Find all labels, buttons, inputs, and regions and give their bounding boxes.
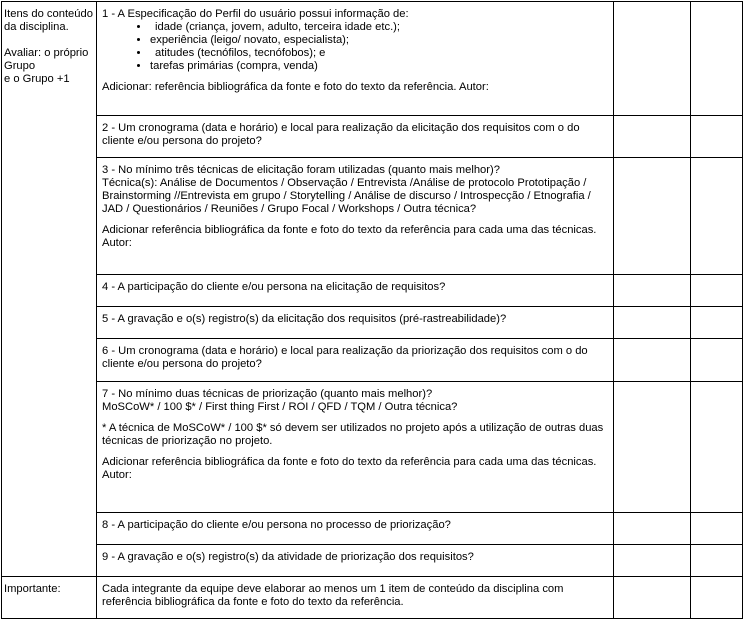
- score-cell[interactable]: [691, 116, 743, 158]
- item-3-question: 3 - No mínimo três técnicas de elicitação foram utilizadas (quanto mais melhor)?: [102, 164, 500, 176]
- score-cell[interactable]: [614, 545, 691, 577]
- item-3-techniques: Técnica(s): Análise de Documentos / Observação / Entrevista /Análise de protocolo Prototipação / Brainstorming //Entrevista em grupo / Storytelling / Análise de discurso / Introspecção / Etnografia / JAD / Questionários / Reuniões / Grupo Focal / Workshops / Outra técnica?: [102, 177, 591, 215]
- table-row: [2, 577, 743, 619]
- item-7-note: * A técnica de MoSCoW* / 100 $* só devem ser utilizados no projeto após a utilização de outras duas técnicas de priorização no projeto.: [102, 422, 604, 447]
- score-cell[interactable]: [691, 577, 743, 619]
- score-cell[interactable]: [614, 577, 691, 619]
- item-5-cell: [97, 307, 614, 339]
- list-item: • experiência (leigo/ novato, especialista);: [150, 34, 607, 47]
- item-9-cell: [97, 545, 614, 577]
- items-label-cell: [2, 2, 97, 577]
- score-cell[interactable]: [614, 116, 691, 158]
- score-cell[interactable]: [614, 307, 691, 339]
- important-label-cell: [2, 577, 97, 619]
- score-cell[interactable]: [614, 382, 691, 513]
- table-row: [2, 545, 743, 577]
- item-8-text: 8 - A participação do cliente e/ou persona no processo de priorização?: [102, 519, 451, 531]
- item-1-bullet-list: [102, 21, 607, 73]
- item-1-cell: [97, 2, 614, 116]
- item-4-text: 4 - A participação do cliente e/ou persona na elicitação de requisitos?: [102, 281, 446, 293]
- items-heading: Itens do conteúdo da disciplina.: [4, 8, 93, 33]
- score-cell[interactable]: [691, 2, 743, 116]
- item-1-title: 1 - A Especificação do Perfil do usuário possui informação de:: [102, 8, 409, 20]
- score-cell[interactable]: [614, 513, 691, 545]
- table-row: [2, 339, 743, 382]
- item-8-cell: [97, 513, 614, 545]
- item-3-reference-note: Adicionar referência bibliográfica da fonte e foto do texto da referência para cada uma das técnicas. Autor:: [102, 224, 597, 249]
- score-cell[interactable]: [614, 2, 691, 116]
- table-row: [2, 2, 743, 116]
- item-3-cell: [97, 158, 614, 275]
- table-row: [2, 275, 743, 307]
- item-7-question: 7 - No mínimo duas técnicas de priorização (quanto mais melhor)?: [102, 388, 433, 400]
- table-row: [2, 513, 743, 545]
- score-cell[interactable]: [614, 275, 691, 307]
- item-7-cell: [97, 382, 614, 513]
- score-cell[interactable]: [691, 275, 743, 307]
- score-cell[interactable]: [691, 382, 743, 513]
- important-label: Importante:: [4, 583, 61, 595]
- table-row: [2, 382, 743, 513]
- table-row: [2, 158, 743, 275]
- score-cell[interactable]: [614, 339, 691, 382]
- item-7-techniques: MoSCoW* / 100 $* / First thing First / ROI / QFD / TQM / Outra técnica?: [102, 401, 458, 413]
- item-2-text: 2 - Um cronograma (data e horário) e local para realização da elicitação dos requisitos com o do cliente e/ou persona do projeto?: [102, 122, 580, 147]
- important-text: Cada integrante da equipe deve elaborar ao menos um 1 item de conteúdo da disciplina com referência bibliográfica da fonte e foto do texto da referência.: [102, 583, 564, 608]
- item-6-text: 6 - Um cronograma (data e horário) e local para realização da priorização dos requisitos com o do cliente e/ou persona do projeto?: [102, 345, 588, 370]
- list-item: • atitudes (tecnófilos, tecnófobos); e: [150, 47, 607, 60]
- evaluation-table: [1, 1, 743, 619]
- score-cell[interactable]: [691, 339, 743, 382]
- score-cell[interactable]: [691, 545, 743, 577]
- score-cell[interactable]: [691, 158, 743, 275]
- item-9-text: 9 - A gravação e o(s) registro(s) da atividade de priorização dos requisitos?: [102, 551, 474, 563]
- table-row: [2, 307, 743, 339]
- list-item: • idade (criança, jovem, adulto, terceira idade etc.);: [150, 21, 607, 34]
- item-5-text: 5 - A gravação e o(s) registro(s) da elicitação dos requisitos (pré-rastreabilidade)?: [102, 313, 507, 325]
- score-cell[interactable]: [691, 307, 743, 339]
- important-cell: [97, 577, 614, 619]
- item-4-cell: [97, 275, 614, 307]
- item-1-reference-note: Adicionar: referência bibliográfica da fonte e foto do texto da referência. Autor:: [102, 81, 489, 93]
- score-cell[interactable]: [691, 513, 743, 545]
- evaluate-own-group: Avaliar: o próprio Grupo: [4, 47, 89, 72]
- score-cell[interactable]: [614, 158, 691, 275]
- list-item: • tarefas primárias (compra, venda): [150, 60, 607, 73]
- item-7-reference-note: Adicionar referência bibliográfica da fonte e foto do texto da referência para cada uma das técnicas.: [102, 456, 597, 468]
- item-2-cell: [97, 116, 614, 158]
- item-7-author: Autor:: [102, 469, 132, 481]
- evaluate-group-plus-one: e o Grupo +1: [4, 73, 70, 85]
- table-row: [2, 116, 743, 158]
- item-6-cell: [97, 339, 614, 382]
